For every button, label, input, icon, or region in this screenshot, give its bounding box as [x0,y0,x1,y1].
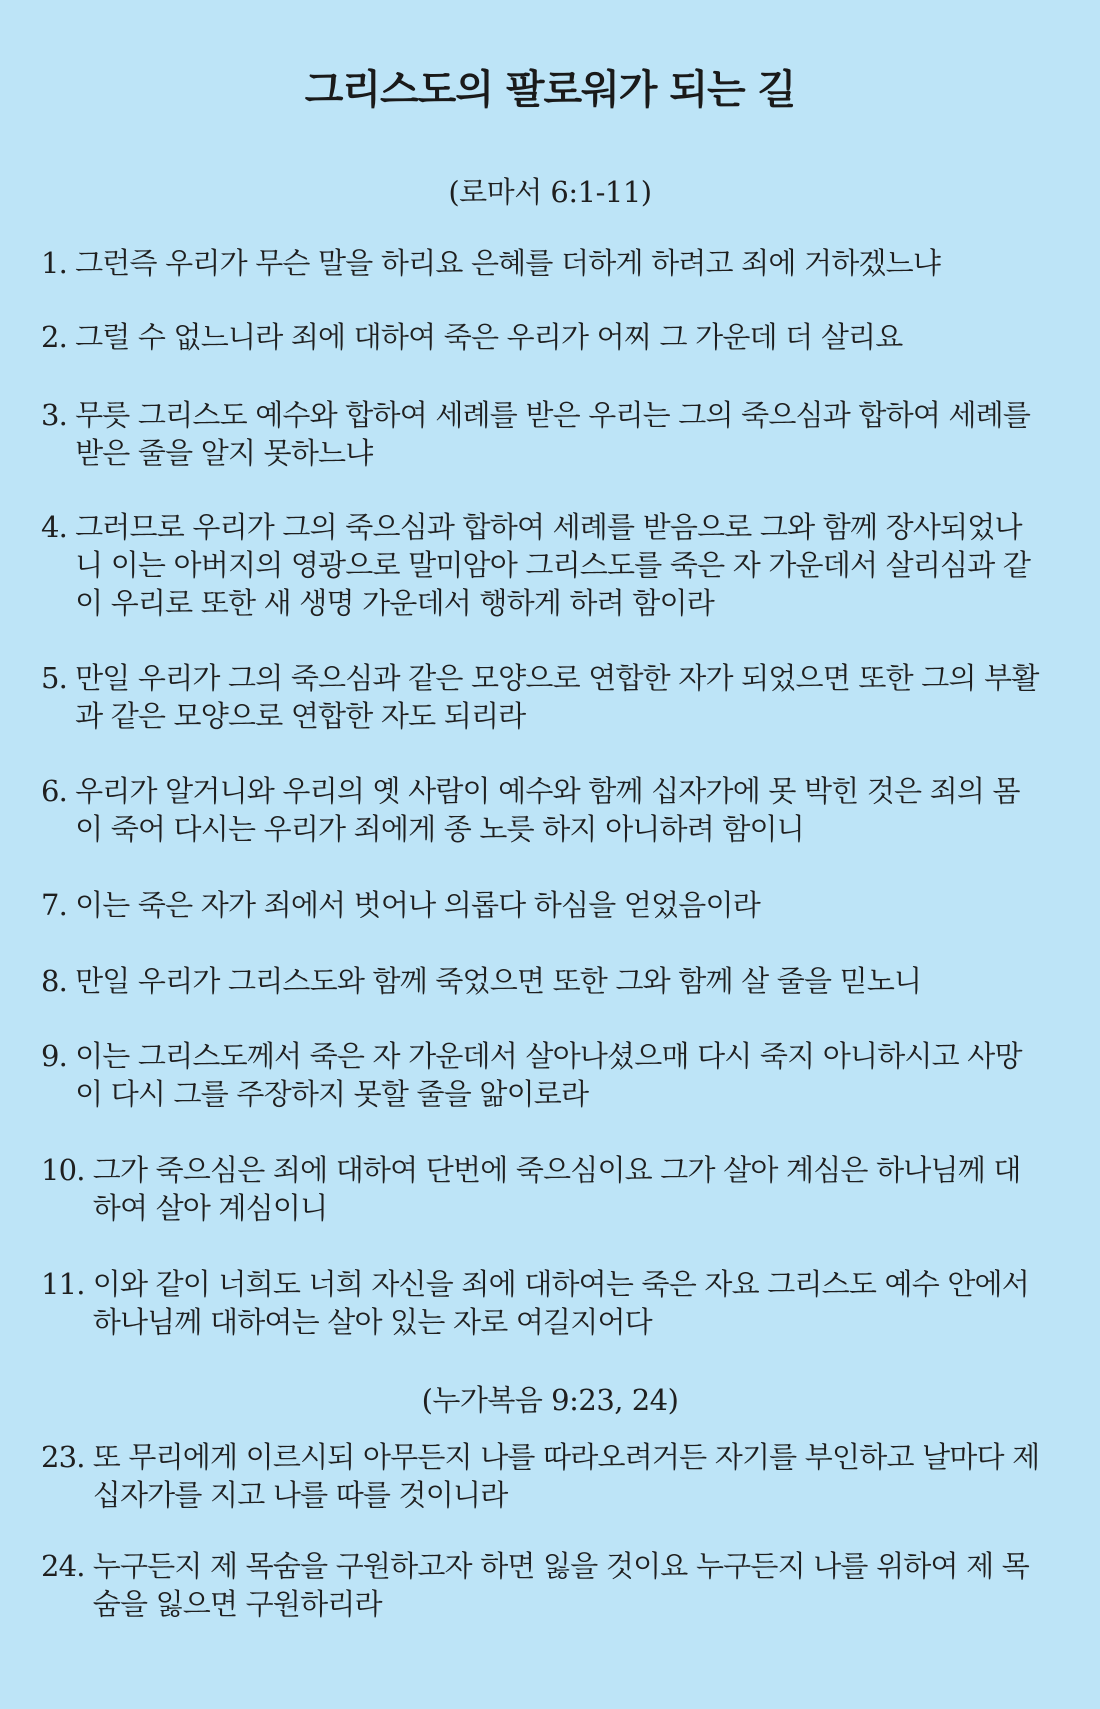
verse-item [41,1151,1044,1227]
verse-item [41,1547,1044,1623]
verse-text: 우리가 알거니와 우리의 옛 사람이 예수와 함께 십자가에 못 박힌 것은 죄의 몸이 죽어 다시는 우리가 죄에게 종 노릇 하지 아니하려 함이니 [75,774,1020,846]
verse-item [41,318,1044,356]
verse-text: 이와 같이 너희도 너희 자신을 죄에 대하여는 죽은 자요 그리스도 예수 안에서 하나님께 대하여는 살아 있는 자로 여길지어다 [92,1267,1029,1339]
verse-text: 또 무리에게 이르시되 아무든지 나를 따라오려거든 자기를 부인하고 날마다 제 십자가를 지고 나를 따를 것이니라 [92,1440,1040,1512]
section-reference-luke: (누가복음 9:23, 24) [421,1383,679,1417]
verse-text: 그런즉 우리가 무슨 말을 하리요 은혜를 더하게 하려고 죄에 거하겠느냐 [75,246,941,280]
verse-item [41,962,1044,1000]
verse-number: 8. [41,964,68,998]
section-reference-romans: (로마서 6:1-11) [448,175,652,209]
verse-item [41,508,1044,622]
verse-text: 만일 우리가 그의 죽으심과 같은 모양으로 연합한 자가 되었으면 또한 그의 부활과 같은 모양으로 연합한 자도 되리라 [75,661,1039,733]
verse-number: 10. [41,1153,85,1187]
verse-item [41,659,1044,735]
verse-item [41,244,1044,282]
verse-number: 1. [41,246,68,280]
verse-number: 4. [41,510,68,544]
page-title: 그리스도의 팔로워가 되는 길 [304,67,796,113]
verse-item [41,1037,1044,1113]
verse-text: 무릇 그리스도 예수와 합하여 세례를 받은 우리는 그의 죽으심과 합하여 세례를 받은 줄을 알지 못하느냐 [75,398,1031,470]
verse-text: 누구든지 제 목숨을 구원하고자 하면 잃을 것이요 누구든지 나를 위하여 제 목숨을 잃으면 구원하리라 [92,1549,1029,1621]
verse-number: 24. [41,1549,85,1583]
verse-number: 9. [41,1039,68,1073]
verse-number: 7. [41,888,68,922]
verse-item [41,396,1044,472]
verse-number: 11. [41,1267,85,1301]
verse-text: 그가 죽으심은 죄에 대하여 단번에 죽으심이요 그가 살아 계심은 하나님께 대하여 살아 계심이니 [92,1153,1021,1225]
verse-number: 2. [41,320,68,354]
verse-item [41,1265,1044,1341]
verse-number: 6. [41,774,68,808]
verse-text: 이는 죽은 자가 죄에서 벗어나 의롭다 하심을 얻었음이라 [75,888,760,922]
verse-number: 23. [41,1440,85,1474]
verse-text: 그럴 수 없느니라 죄에 대하여 죽은 우리가 어찌 그 가운데 더 살리요 [75,320,903,354]
verse-item [41,886,1044,924]
verse-text: 이는 그리스도께서 죽은 자 가운데서 살아나셨으매 다시 죽지 아니하시고 사망이 다시 그를 주장하지 못할 줄을 앎이로라 [75,1039,1022,1111]
verse-item [41,772,1044,848]
verse-text: 그러므로 우리가 그의 죽으심과 합하여 세례를 받음으로 그와 함께 장사되었나니 이는 아버지의 영광으로 말미암아 그리스도를 죽은 자 가운데서 살리심과 같이 우리로 또한 새 생명 가운데서 행하게 하려 함이라 [75,510,1031,620]
verse-item [41,1438,1044,1514]
verse-number: 5. [41,661,68,695]
verse-text: 만일 우리가 그리스도와 함께 죽었으면 또한 그와 함께 살 줄을 믿노니 [75,964,922,998]
verse-number: 3. [41,398,68,432]
